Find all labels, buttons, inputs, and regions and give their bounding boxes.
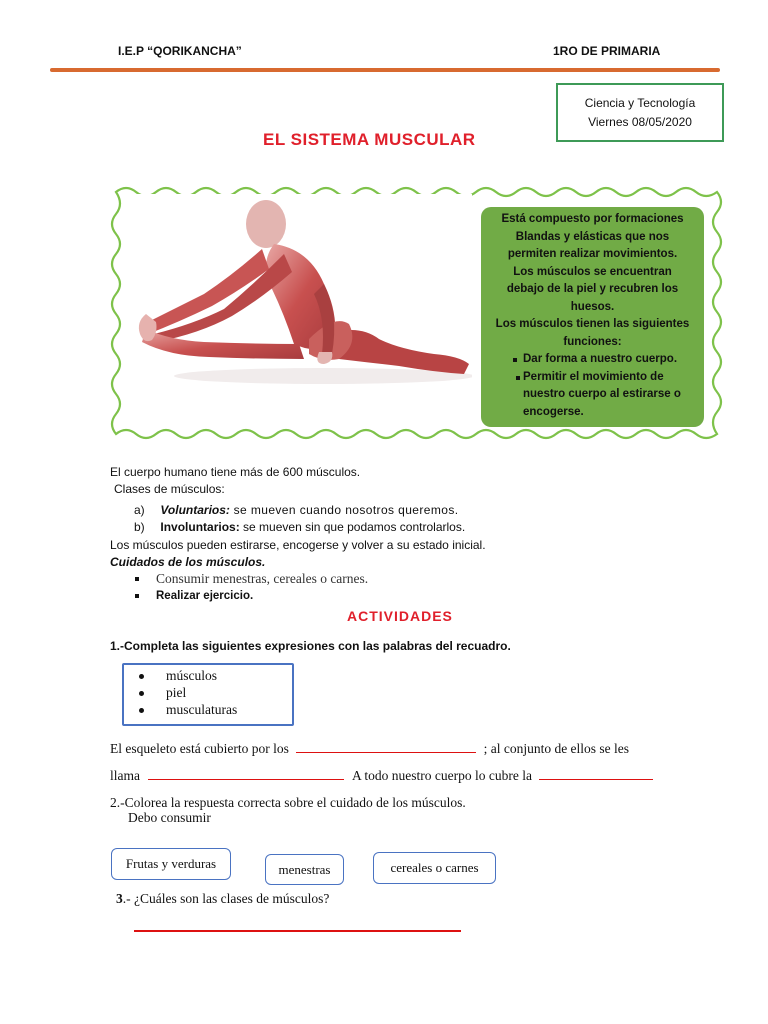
grade-label: 1RO DE PRIMARIA: [553, 44, 661, 58]
info-line: Los músculos tienen las siguientes: [495, 318, 690, 330]
date-label: Viernes 08/05/2020: [588, 114, 692, 129]
header-divider: [50, 68, 720, 72]
question-2: 2.-Colorea la respuesta correcta sobre el cuidado de los músculos.: [110, 795, 466, 810]
info-line: Los músculos se encuentran: [513, 265, 672, 278]
square-bullet-icon: [135, 594, 139, 598]
square-bullet-icon: [516, 376, 520, 380]
question-3: 3.- ¿Cuáles son las clases de músculos?: [116, 891, 330, 906]
fill-sentence-2: llama A todo nuestro cuerpo lo cubre la: [110, 768, 653, 784]
option-box[interactable]: menestras: [265, 854, 344, 885]
word-box: [122, 663, 294, 726]
option-box[interactable]: Frutas y verduras: [111, 848, 231, 880]
muscle-figure-image: [134, 194, 472, 390]
function-bullet-continued: encogerse.: [523, 405, 584, 418]
muscles-ability-line: Los músculos pueden estirarse, encogerse y volver a su estado inicial.: [110, 538, 486, 552]
answer-line[interactable]: [134, 930, 461, 932]
word-item: piel: [166, 685, 187, 700]
square-bullet-icon: [135, 577, 139, 581]
function-bullet: Permitir el movimiento de: [489, 369, 696, 387]
date-box: [556, 83, 724, 142]
word-item: músculos: [166, 668, 218, 683]
bullet-icon: [139, 674, 144, 679]
school-name: I.E.P “QORIKANCHA”: [118, 44, 242, 58]
blank-field[interactable]: [148, 768, 344, 780]
info-box: [481, 207, 704, 427]
fill-sentence-1: El esqueleto está cubierto por los ; al conjunto de ellos se les: [110, 741, 630, 756]
function-bullet-continued: nuestro cuerpo al estirarse o: [523, 388, 681, 400]
info-line: permiten realizar movimientos.: [507, 248, 678, 260]
care-item: Realizar ejercicio.: [156, 590, 254, 602]
info-line: debajo de la piel y recubren los: [506, 283, 679, 295]
care-heading: Cuidados de los músculos.: [110, 555, 266, 569]
function-bullet: Dar forma a nuestro cuerpo.: [489, 351, 696, 369]
info-line: huesos.: [570, 300, 615, 313]
bullet-icon: [139, 691, 144, 696]
classes-heading: Clases de músculos:: [114, 482, 225, 496]
question-1: 1.-Completa las siguientes expresiones con las palabras del recuadro.: [110, 639, 511, 653]
info-line: Está compuesto por formaciones: [501, 213, 684, 225]
info-line: Blandas y elásticas que nos: [515, 230, 670, 243]
word-item: musculaturas: [166, 702, 238, 717]
intro-line: El cuerpo humano tiene más de 600 músculos.: [110, 465, 361, 479]
blank-field[interactable]: [296, 741, 476, 753]
bullet-icon: [139, 708, 144, 713]
subject-label: Ciencia y Tecnología: [584, 95, 696, 110]
question-2-sub: Debo consumir: [128, 810, 211, 825]
option-box[interactable]: cereales o carnes: [373, 852, 496, 884]
class-item-a: a) Voluntarios: se mueven cuando nosotros queremos.: [134, 503, 459, 517]
care-item: Consumir menestras, cereales o carnes.: [156, 571, 369, 586]
page-title: EL SISTEMA MUSCULAR: [263, 130, 476, 149]
square-bullet-icon: [513, 358, 517, 362]
class-item-b: b) Involuntarios: se mueven sin que podamos controlarlos.: [134, 520, 466, 534]
blank-field[interactable]: [539, 768, 653, 780]
activities-title: ACTIVIDADES: [347, 608, 453, 624]
info-line: funciones:: [563, 335, 622, 348]
